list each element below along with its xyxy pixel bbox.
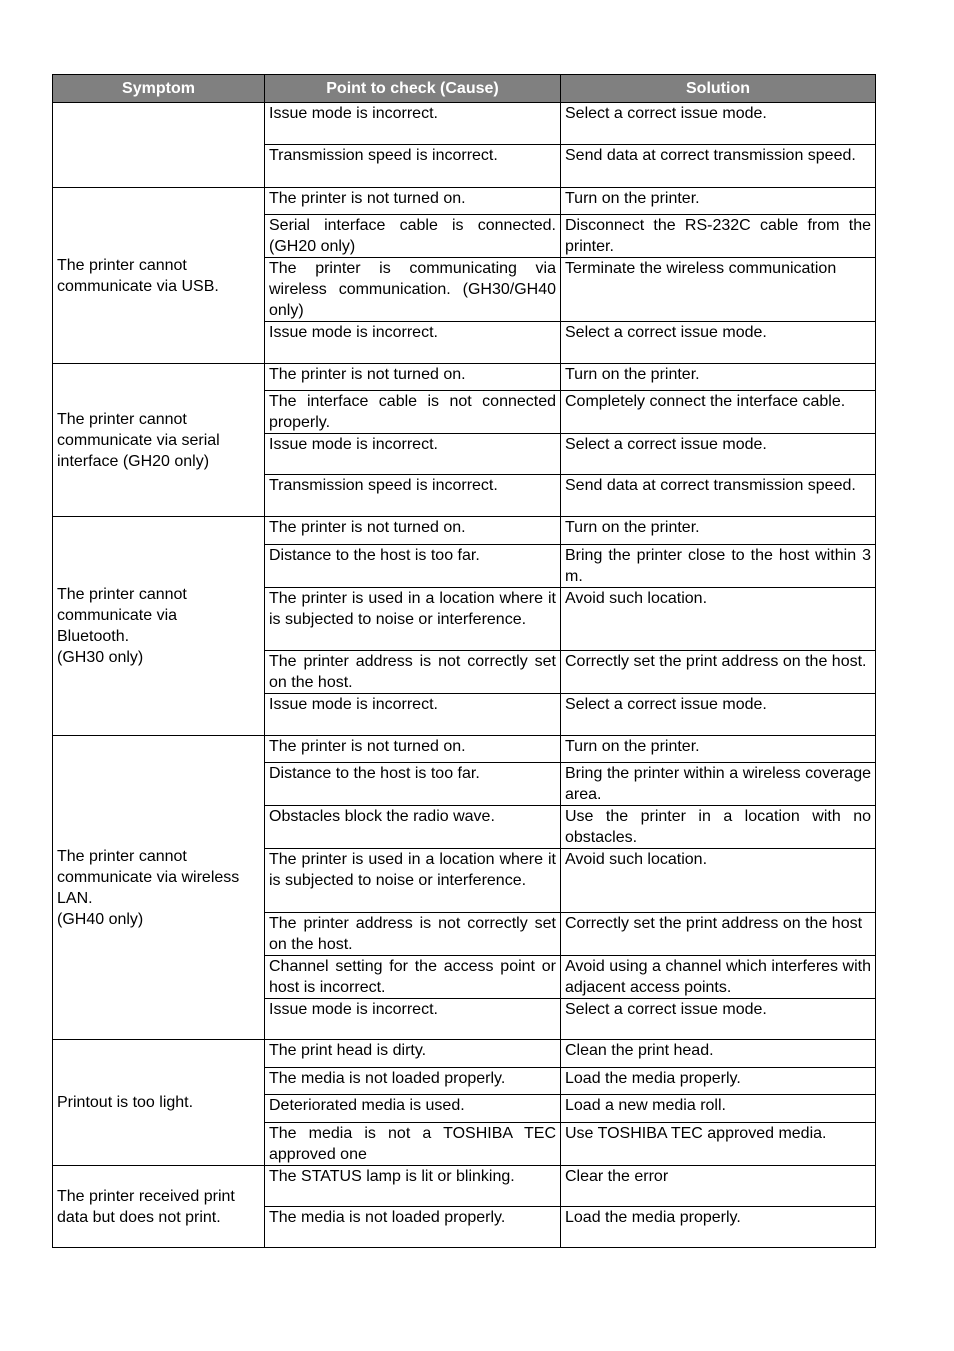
- cause-cell: The media is not loaded properly.: [265, 1207, 561, 1248]
- solution-cell: Select a correct issue mode.: [561, 434, 876, 475]
- table-row: [53, 1040, 876, 1068]
- symptom-cell: The printer received print data but does not print.: [53, 1166, 265, 1248]
- solution-cell: Completely connect the interface cable.: [561, 391, 876, 434]
- solution-cell: Select a correct issue mode.: [561, 322, 876, 364]
- symptom-cell: [53, 103, 265, 188]
- solution-cell: Turn on the printer.: [561, 364, 876, 391]
- solution-cell: Clean the print head.: [561, 1040, 876, 1068]
- symptom-cell: Printout is too light.: [53, 1040, 265, 1166]
- table-row: [53, 517, 876, 545]
- cause-cell: Issue mode is incorrect.: [265, 694, 561, 736]
- cause-cell: Distance to the host is too far.: [265, 763, 561, 806]
- cause-cell: The media is not a TOSHIBA TEC approved one: [265, 1123, 561, 1166]
- cause-cell: Issue mode is incorrect.: [265, 434, 561, 475]
- solution-cell: Avoid such location.: [561, 849, 876, 913]
- table-body: [53, 103, 876, 1248]
- cause-cell: The printer is not turned on.: [265, 364, 561, 391]
- solution-cell: Avoid such location.: [561, 588, 876, 651]
- cause-cell: The print head is dirty.: [265, 1040, 561, 1068]
- cause-cell: The printer is not turned on.: [265, 736, 561, 763]
- cause-cell: Issue mode is incorrect.: [265, 999, 561, 1040]
- cause-cell: The printer is communicating via wireless communication. (GH30/GH40 only): [265, 258, 561, 322]
- cause-cell: The media is not loaded properly.: [265, 1068, 561, 1095]
- cause-cell: Transmission speed is incorrect.: [265, 145, 561, 188]
- header-solution: Solution: [561, 75, 876, 103]
- solution-cell: Use TOSHIBA TEC approved media.: [561, 1123, 876, 1166]
- table-row: [53, 736, 876, 763]
- table-row: [53, 1166, 876, 1207]
- solution-cell: Load a new media roll.: [561, 1095, 876, 1123]
- solution-cell: Load the media properly.: [561, 1068, 876, 1095]
- cause-cell: The printer is not turned on.: [265, 188, 561, 215]
- cause-cell: The STATUS lamp is lit or blinking.: [265, 1166, 561, 1207]
- solution-cell: Avoid using a channel which interferes with adjacent access points.: [561, 956, 876, 999]
- solution-cell: Send data at correct transmission speed.: [561, 475, 876, 517]
- cause-cell: Obstacles block the radio wave.: [265, 806, 561, 849]
- cause-cell: The printer address is not correctly set on the host.: [265, 651, 561, 694]
- solution-cell: Bring the printer close to the host within 3 m.: [561, 545, 876, 588]
- symptom-cell: The printer cannot communicate via USB.: [53, 188, 265, 364]
- solution-cell: Select a correct issue mode.: [561, 999, 876, 1040]
- solution-cell: Load the media properly.: [561, 1207, 876, 1248]
- table-header-row: [53, 75, 876, 103]
- solution-cell: Select a correct issue mode.: [561, 103, 876, 145]
- header-cause: Point to check (Cause): [265, 75, 561, 103]
- solution-cell: Turn on the printer.: [561, 517, 876, 545]
- troubleshooting-table: [52, 74, 876, 1248]
- solution-cell: Correctly set the print address on the host.: [561, 651, 876, 694]
- solution-cell: Correctly set the print address on the host: [561, 913, 876, 956]
- solution-cell: Bring the printer within a wireless coverage area.: [561, 763, 876, 806]
- table-row: [53, 188, 876, 215]
- cause-cell: Transmission speed is incorrect.: [265, 475, 561, 517]
- cause-cell: Distance to the host is too far.: [265, 545, 561, 588]
- solution-cell: Clear the error: [561, 1166, 876, 1207]
- cause-cell: Serial interface cable is connected. (GH20 only): [265, 215, 561, 258]
- table-row: [53, 364, 876, 391]
- symptom-cell: The printer cannot communicate via Bluetooth. (GH30 only): [53, 517, 265, 736]
- solution-cell: Terminate the wireless communication: [561, 258, 876, 322]
- cause-cell: The printer is used in a location where it is subjected to noise or interference.: [265, 849, 561, 913]
- header-symptom: Symptom: [53, 75, 265, 103]
- cause-cell: Issue mode is incorrect.: [265, 322, 561, 364]
- table-row: [53, 103, 876, 145]
- symptom-cell: The printer cannot communicate via wireless LAN. (GH40 only): [53, 736, 265, 1040]
- solution-cell: Select a correct issue mode.: [561, 694, 876, 736]
- solution-cell: Turn on the printer.: [561, 736, 876, 763]
- solution-cell: Turn on the printer.: [561, 188, 876, 215]
- cause-cell: Issue mode is incorrect.: [265, 103, 561, 145]
- symptom-cell: The printer cannot communicate via serial interface (GH20 only): [53, 364, 265, 517]
- cause-cell: The interface cable is not connected properly.: [265, 391, 561, 434]
- cause-cell: The printer address is not correctly set on the host.: [265, 913, 561, 956]
- solution-cell: Disconnect the RS-232C cable from the printer.: [561, 215, 876, 258]
- cause-cell: The printer is used in a location where it is subjected to noise or interference.: [265, 588, 561, 651]
- solution-cell: Send data at correct transmission speed.: [561, 145, 876, 188]
- cause-cell: Deteriorated media is used.: [265, 1095, 561, 1123]
- cause-cell: Channel setting for the access point or host is incorrect.: [265, 956, 561, 999]
- solution-cell: Use the printer in a location with no obstacles.: [561, 806, 876, 849]
- cause-cell: The printer is not turned on.: [265, 517, 561, 545]
